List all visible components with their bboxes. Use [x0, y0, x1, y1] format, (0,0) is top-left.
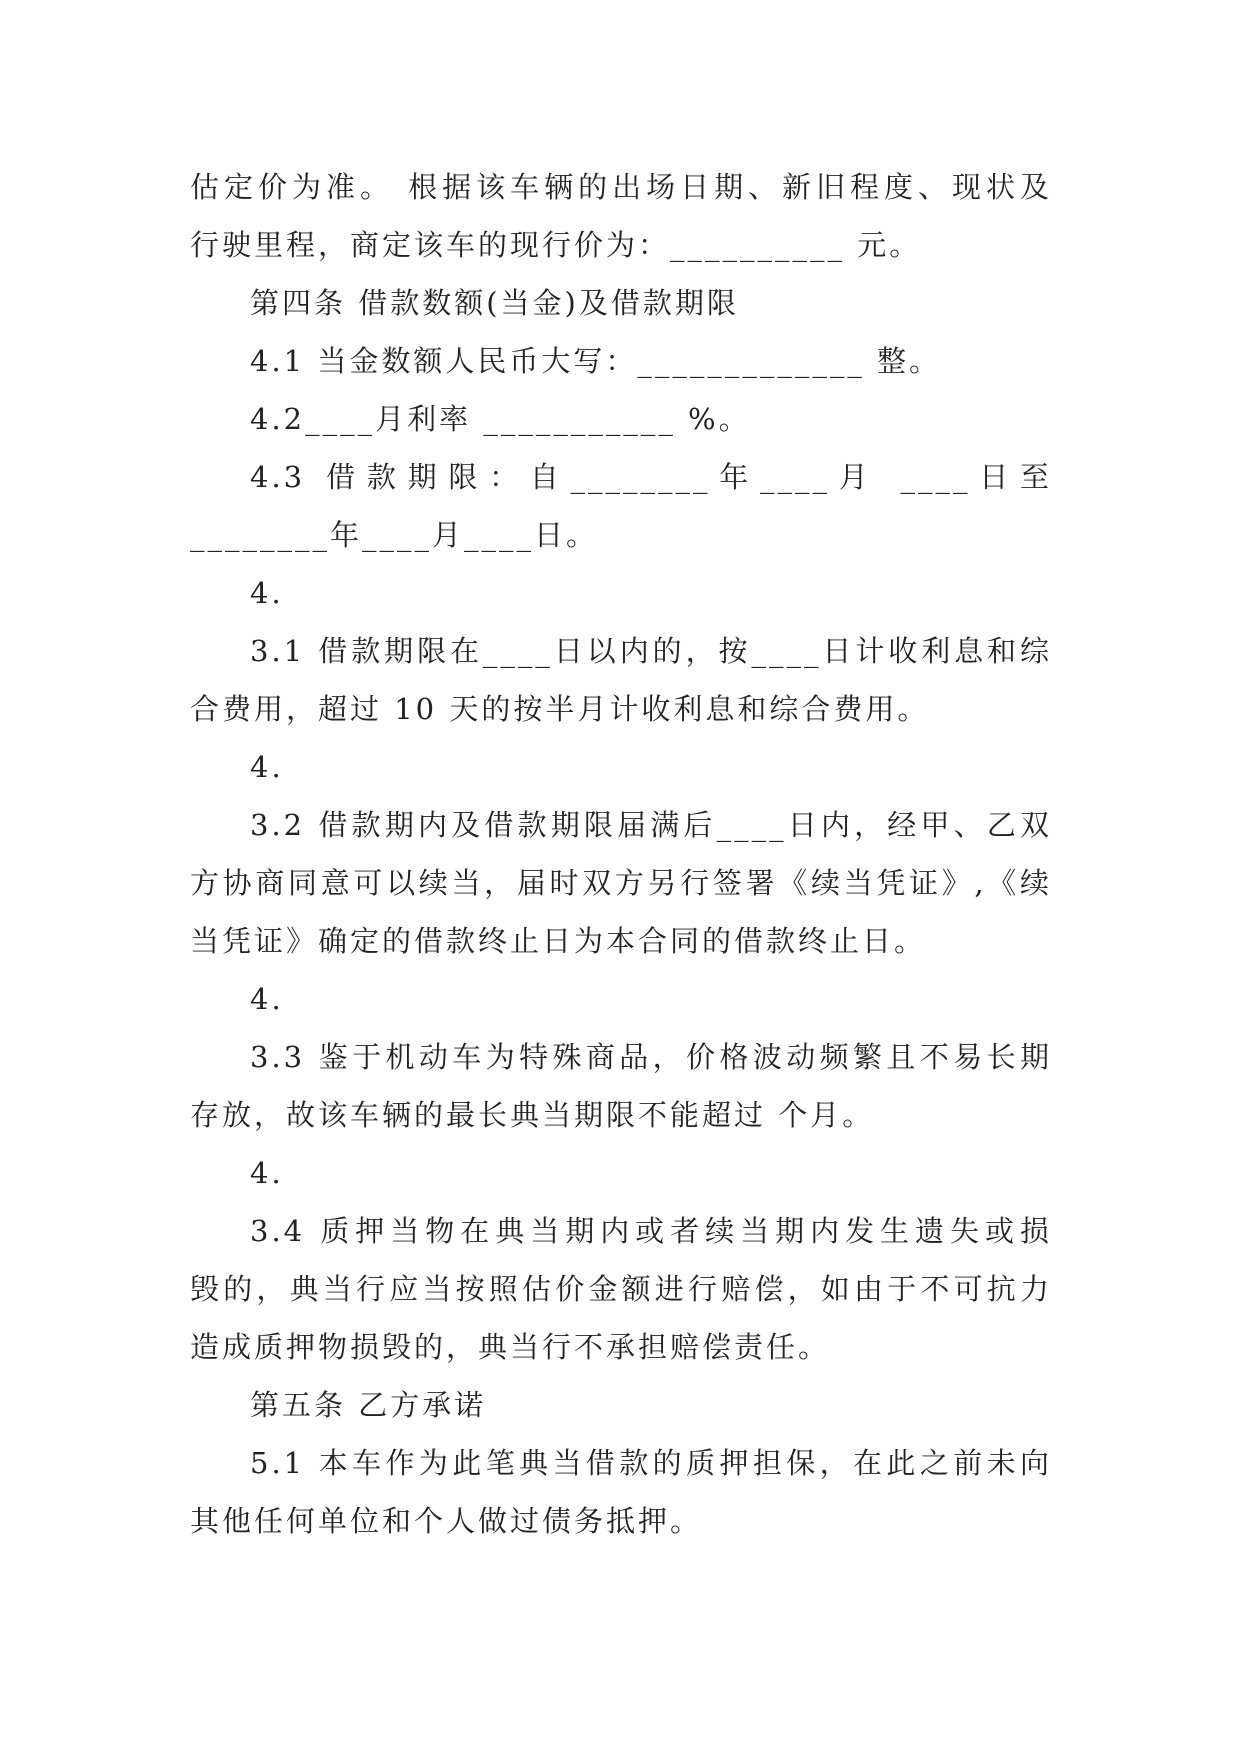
section-heading: 第四条 借款数额(当金)及借款期限	[250, 286, 739, 320]
paragraph-line: 3.4 质押当物在典当期内或者续当期内发生遗失或损	[250, 1214, 1052, 1248]
section-heading: 第五条 乙方承诺	[250, 1388, 487, 1422]
paragraph-line: 当凭证》确定的借款终止日为本合同的借款终止日。	[190, 924, 927, 958]
paragraph-line: 4.1 当金数额人民币大写：_____________ 整。	[250, 344, 942, 378]
paragraph-line: 方协商同意可以续当，届时双方另行签署《续当凭证》,《续	[190, 866, 1052, 900]
paragraph-line: 存放，故该车辆的最长典当期限不能超过 个月。	[190, 1098, 875, 1132]
paragraph-line: 毁的，典当行应当按照估价金额进行赔偿，如由于不可抗力	[190, 1272, 1052, 1306]
paragraph-line: 3.1 借款期限在____日以内的，按____日计收利息和综	[250, 634, 1052, 668]
paragraph-line: 造成质押物损毁的，典当行不承担赔偿责任。	[190, 1330, 831, 1364]
paragraph-line: 4.	[250, 982, 284, 1016]
contract-text	[190, 158, 1052, 1550]
paragraph-line: 4.	[250, 750, 284, 784]
paragraph-line: 3.3 鉴于机动车为特殊商品，价格波动频繁且不易长期	[250, 1040, 1052, 1074]
paragraph-line: 估定价为准。 根据该车辆的出场日期、新旧程度、现状及	[190, 170, 1052, 204]
paragraph-line: 其他任何单位和个人做过债务抵押。	[190, 1504, 703, 1538]
paragraph-line: 4.3 借款期限：自________年____月 ____日至	[250, 460, 1052, 494]
paragraph-line: 合费用，超过 10 天的按半月计收利息和综合费用。	[190, 692, 930, 726]
paragraph-line: 3.2 借款期内及借款期限届满后____日内，经甲、乙双	[250, 808, 1052, 842]
paragraph-line: 行驶里程，商定该车的现行价为：__________ 元。	[190, 228, 922, 262]
paragraph-line: 4.	[250, 576, 284, 610]
paragraph-line: ________年____月____日。	[190, 518, 599, 552]
paragraph-line: 5.1 本车作为此笔典当借款的质押担保，在此之前未向	[250, 1446, 1052, 1480]
paragraph-line: 4.	[250, 1156, 284, 1190]
paragraph-line: 4.2____月利率 ___________ %。	[250, 402, 751, 436]
